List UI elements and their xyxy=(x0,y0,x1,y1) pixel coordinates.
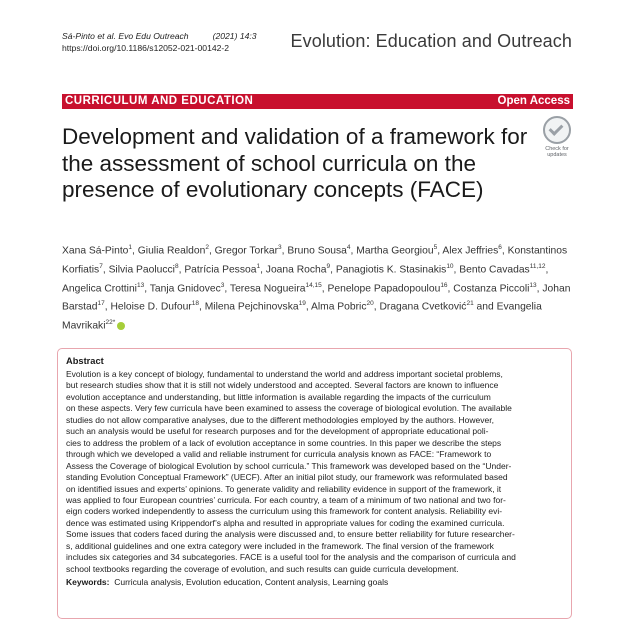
author-name[interactable]: Bruno Sousa xyxy=(287,245,347,257)
author-affiliation: 9 xyxy=(326,262,331,270)
author-name[interactable]: Evangelia Mavrikaki xyxy=(62,301,542,332)
abstract-box xyxy=(57,348,572,619)
author-affiliation: 3 xyxy=(278,244,282,251)
author-name[interactable]: Martha Georgiou xyxy=(356,245,434,257)
abstract-line: studies do not allow comparative analyses, due to the different methodologies employed by the authors. However, xyxy=(66,414,494,425)
abstract-text xyxy=(66,369,563,575)
abstract-line: eign coders worked independently to assess the curriculum using this framework for content analysis. Reliability evi- xyxy=(66,506,503,517)
journal-name: Evolution: Education and Outreach xyxy=(290,31,572,51)
orcid-icon[interactable] xyxy=(117,322,125,330)
author-list: Xana Sá-Pinto$^1$, Giulia Realdon$^2$, Gregor Torkar$^3$, Bruno Sousa$^4$, Martha Georgiou$^5$, Alex Jeffries$^6$, Konstantinos Korfiatis$^7$, Silvia Paolucci$^8$, Patrícia Pessoa$^1$, Joana Rocha$^9$, Panagiotis K. Stasinakis$^{10}$, Bento Cavadas$^{11,12}$, Angelica Crottini$^{13}$, Tanja Gnidovec$^3$, Teresa Nogueira$^{14,15}$, Penelope Papadopoulou$^{16}$, Costanza Piccoli$^{13}$, Johan Barstad$^{17}$, Heloise D. Dufour$^{18}$, Milena Pejchinovska$^{19}$, Alma Pobric$^{20}$, Dragana Cvetković$^{21}$ and Evangelia Mavrikaki$^{22*}$ xyxy=(62,244,571,332)
abstract-line: school textbooks regarding the coverage of evolution, and such results can guide curricula development. xyxy=(66,563,459,574)
author-name[interactable]: Alex Jeffries xyxy=(442,245,499,257)
author-name[interactable]: Giulia Realdon xyxy=(137,245,206,257)
author-affiliation: 1 xyxy=(128,244,133,251)
keywords-label: Keywords: xyxy=(66,577,110,588)
author-name[interactable]: Dragana Cvetković xyxy=(379,301,467,313)
abstract-line: s, additional guidelines and one extra category were included in the framework. The final version of the framework xyxy=(66,540,494,551)
abstract-line: was applied to four European countries’ curricula. For each country, a team of a minimum of two national and two for- xyxy=(66,494,506,505)
author-affiliation: 19 xyxy=(298,300,306,308)
author-affiliation: 1 xyxy=(256,262,261,270)
author-name[interactable]: Heloise D. Dufour xyxy=(110,301,192,313)
keywords xyxy=(66,577,563,588)
author-name[interactable]: Joana Rocha xyxy=(265,264,327,276)
abstract-line: Assess the Coverage of biological Evolution by school curricula.” This framework was developed based on the “Under- xyxy=(66,460,512,471)
open-access-label: Open Access xyxy=(497,95,570,107)
keywords-text: Curricula analysis, Evolution education, Content analysis, Learning goals xyxy=(114,577,389,588)
abstract-line: evolution acceptance and understanding, but little information is available regarding the impacts of the curriculum xyxy=(66,391,491,402)
author-name[interactable]: Konstantinos Korfiatis xyxy=(62,245,568,276)
abstract-line: cies to address the problem of a lack of evolution acceptance in some countries. In this paper we describe the steps xyxy=(66,437,502,448)
abstract-line: such an analysis would be useful for research purposes and for the development of appropriate educational poli- xyxy=(66,426,489,437)
author-name[interactable]: Penelope Papadopoulou xyxy=(327,283,441,295)
abstract-line: Some issues that coders faced during the analysis were discussed and, to ensure better reliability for future researcher- xyxy=(66,529,515,540)
check-for-updates-label: Check for updates xyxy=(545,146,569,158)
author-name[interactable]: Costanza Piccoli xyxy=(453,283,530,295)
check-for-updates-icon xyxy=(543,116,571,144)
author-name[interactable]: Patrícia Pessoa xyxy=(184,264,257,276)
author-name[interactable]: Tanja Gnidovec xyxy=(149,283,221,295)
abstract-line: includes six categories and 34 subcategories. FACE is a useful tool for the analysis and the comparison of curricula and xyxy=(66,552,516,563)
abstract-line: on identified issues and experts’ opinions. To generate validity and reliability evidence in support of the framework, it xyxy=(66,483,502,494)
abstract-line: dence was estimated using Krippendorf’s alpha and resulted in appropriate values for coding the examined curricula. xyxy=(66,517,505,528)
author-affiliation: 8 xyxy=(174,262,179,270)
abstract-line: but research studies show that it is still not widely understood and accepted. Several factors are known to influence xyxy=(66,380,499,391)
category-label: CURRICULUM AND EDUCATION xyxy=(65,95,254,107)
author-affiliation: 11,12 xyxy=(529,262,546,270)
abstract-line: on these aspects. Very few curricula have been examined to assess the coverage of biological evolution. The available xyxy=(66,403,512,414)
author-affiliation: 6 xyxy=(498,244,502,251)
author-affiliation: 17 xyxy=(97,300,105,308)
citation-year: (2021) 14:3 xyxy=(212,31,257,41)
category-banner xyxy=(62,94,573,109)
author-name[interactable]: Teresa Nogueira xyxy=(229,283,306,295)
article-title: Development and validation of a framework for the assessment of school curricula on the presence of evolutionary concepts (FACE) xyxy=(62,124,528,202)
author-affiliation: 14,15 xyxy=(305,281,322,289)
author-affiliation: 20 xyxy=(366,300,374,308)
author-affiliation: 13 xyxy=(529,281,537,289)
author-name[interactable]: Johan Barstad xyxy=(62,283,571,313)
abstract-line: through which we developed a valid and reliable instrument for curricula analysis known as FACE: “Framework to xyxy=(66,449,492,460)
author-affiliation: 22* xyxy=(105,319,116,327)
check-for-updates-button[interactable] xyxy=(540,116,574,158)
author-affiliation: 16 xyxy=(440,281,448,289)
author-affiliation: 13 xyxy=(136,281,145,289)
abstract-heading: Abstract xyxy=(66,356,104,366)
author-name[interactable]: Xana Sá-Pinto xyxy=(62,245,129,257)
doi-link[interactable]: https://doi.org/10.1186/s12052-021-00142-2 xyxy=(62,43,230,53)
author-affiliation: 2 xyxy=(205,244,209,251)
author-affiliation: 10 xyxy=(446,262,454,270)
author-name[interactable]: Silvia Paolucci xyxy=(108,264,175,276)
author-name[interactable]: Alma Pobric xyxy=(310,301,367,313)
author-affiliation: 21 xyxy=(466,300,474,308)
author-affiliation: 4 xyxy=(346,244,351,251)
author-name[interactable]: Milena Pejchinovska xyxy=(204,301,299,313)
author-name[interactable]: Bento Cavadas xyxy=(459,264,530,276)
abstract-line: standing Evolution Conceptual Framework” (UECF). After an initial pilot study, our framework was reformulated based xyxy=(66,472,508,483)
author-affiliation: 7 xyxy=(99,262,103,270)
author-name[interactable]: Angelica Crottini xyxy=(62,283,137,295)
author-affiliation: 18 xyxy=(191,300,199,308)
citation-authors: Sá-Pinto et al. Evo Edu Outreach xyxy=(62,31,189,41)
author-affiliation: 3 xyxy=(220,281,225,289)
author-name[interactable]: Panagiotis K. Stasinakis xyxy=(335,264,447,276)
citation-header xyxy=(62,30,257,54)
author-affiliation: 5 xyxy=(433,244,438,251)
abstract-line: Evolution is a key concept of biology, fundamental to understand the world and address important societal problems, xyxy=(66,369,503,379)
author-name[interactable]: Gregor Torkar xyxy=(214,245,279,257)
